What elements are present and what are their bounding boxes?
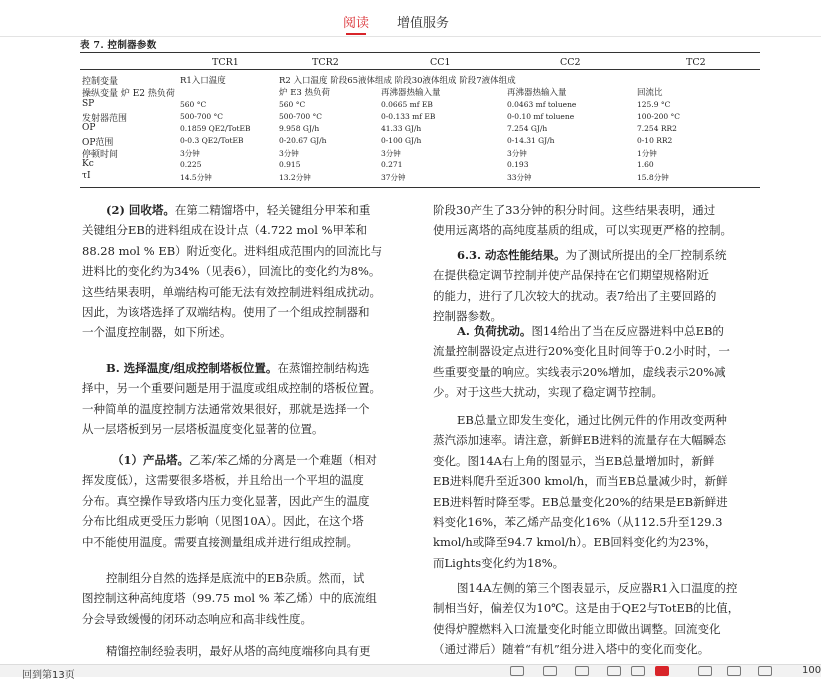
text-line: EB进料爬升至近300 kmol/h，而当EB总量减少时，新鲜 bbox=[433, 474, 728, 489]
table-row bbox=[82, 111, 762, 122]
text-line: 这些结果表明，单端结构可能无法有效控制进料组成扰动。 bbox=[82, 284, 381, 299]
play-icon[interactable] bbox=[655, 666, 669, 676]
table-cell: 0.225 bbox=[180, 160, 202, 169]
text-line: EB总量立即发生变化，通过比例元件的作用改变两种 bbox=[457, 413, 727, 427]
paragraph bbox=[82, 200, 400, 343]
table-cell: 0-0.10 mf toluene bbox=[507, 112, 575, 121]
table-bottom-rule bbox=[80, 187, 760, 188]
document-page bbox=[0, 36, 821, 664]
table-cell: 0-10 RR2 bbox=[637, 136, 673, 145]
bold-heading: (2) 回收塔。 bbox=[106, 203, 175, 217]
bold-heading: B. 选择温度/组成控制塔板位置。 bbox=[106, 361, 278, 375]
table-cell: 0.1859 QE2/TotEB bbox=[180, 124, 251, 133]
bold-heading: （1）产品塔。 bbox=[112, 453, 190, 467]
table-cell: 41.33 GJ/h bbox=[381, 124, 422, 133]
paragraph bbox=[82, 450, 400, 552]
table-row-label: OP范围 bbox=[82, 138, 114, 148]
table-cell: 0.271 bbox=[381, 160, 403, 169]
table-header-cell: TC2 bbox=[686, 57, 706, 68]
zoom-out-icon[interactable] bbox=[758, 666, 772, 676]
table-cell: 560 °C bbox=[279, 100, 306, 109]
text-line: 择中，另一个重要问题是用于温度或组成控制的塔板位置。 bbox=[82, 381, 381, 396]
paragraph bbox=[82, 358, 400, 440]
text-line: 图14A左侧的第三个图表显示，反应器R1入口温度的控 bbox=[457, 581, 738, 595]
text-line: EB进料暂时降至零。EB总量变化20%的结果是EB新鲜进 bbox=[433, 494, 728, 509]
table-header-cell: CC2 bbox=[560, 57, 581, 68]
table-cell: 回流比 bbox=[637, 88, 663, 98]
table-cell: 0-0.3 QE2/TotEB bbox=[180, 136, 244, 145]
paragraph bbox=[433, 321, 751, 403]
text-line: 关键组分EB的进料组成在设计点（4.722 mol %甲苯和 bbox=[82, 223, 368, 238]
text-line: A. 负荷扰动。图14给出了当在反应器进料中总EB的 bbox=[457, 324, 724, 338]
text-line: 而Lights变化约为18%。 bbox=[433, 555, 565, 570]
text-line: B. 选择温度/组成控制塔板位置。在蒸馏控制结构选 bbox=[106, 361, 370, 375]
table-cell: 560 °C bbox=[180, 100, 207, 109]
text-line: 进料比的变化约为34%（见表6），回流比的变化约为8%。 bbox=[82, 264, 381, 279]
text-line: 少。对于这些大扰动，实现了稳定调节控制。 bbox=[433, 385, 663, 400]
text-line: (2) 回收塔。在第二精馏塔中，轻关键组分甲苯和重 bbox=[106, 203, 371, 217]
table-row bbox=[82, 86, 762, 97]
scroll-mode-icon[interactable] bbox=[607, 666, 621, 676]
table-row-label: 控制变量 bbox=[82, 77, 119, 87]
text-line: 一种简单的温度控制方法通常效果很好，那就是选择一个 bbox=[82, 401, 370, 416]
text-line: 挥发度低），这需要很多塔板，并且给出一个平坦的温度 bbox=[82, 473, 364, 488]
table-cell: 3分钟 bbox=[180, 149, 200, 158]
table-row-label: 停顿时间 bbox=[82, 150, 119, 160]
text-line: 分会导致缓慢的闭环动态响应和高非线性度。 bbox=[82, 611, 312, 626]
paragraph bbox=[82, 641, 400, 661]
table-cell: 0-0.133 mf EB bbox=[381, 112, 436, 121]
table-cell: 13.2分钟 bbox=[279, 173, 311, 182]
table-row-label: OP bbox=[82, 123, 96, 133]
text-line: （1）产品塔。乙苯/苯乙烯的分离是一个难题（相对 bbox=[112, 453, 377, 467]
paragraph bbox=[433, 578, 751, 660]
text-line: 阶段30产生了33分钟的积分时间。这些结果表明，通过 bbox=[433, 203, 716, 217]
table-cell: 0-100 GJ/h bbox=[381, 136, 422, 145]
table-cell: 15.8分钟 bbox=[637, 173, 669, 182]
table-cell: 0-14.31 GJ/h bbox=[507, 136, 555, 145]
text-line: 的能力，进行了几次较大的扰动。表7给出了主要回路的 bbox=[433, 288, 717, 303]
bookmark-icon[interactable] bbox=[631, 666, 645, 676]
table-cell: 炉 E3 热负荷 bbox=[279, 88, 331, 98]
text-line: 分布比组成更受压力影响（见图10A）。因此，在这个塔 bbox=[82, 514, 364, 529]
table-cell: 1分钟 bbox=[637, 149, 657, 158]
table-cell: 3分钟 bbox=[279, 149, 299, 158]
text-line: 使用远离塔的高纯度基质的组成，可以实现更严格的控制。 bbox=[433, 223, 732, 238]
table-cell: R1入口温度 bbox=[180, 76, 226, 86]
text-line: kmol/h或降至94.7 kmol/h）。EB回料变化约为23%， bbox=[433, 535, 717, 550]
table-header-cell: TCR2 bbox=[312, 57, 339, 68]
table-cell: 0.0463 mf toluene bbox=[507, 100, 577, 109]
text-line: 88.28 mol % EB）附近变化。进料组成范围内的回流比与 bbox=[82, 243, 383, 258]
paragraph bbox=[433, 245, 751, 327]
text-line: 精馏控制经验表明，最好从塔的高纯度端移向具有更 bbox=[106, 644, 371, 658]
active-tab-indicator bbox=[346, 33, 366, 35]
text-line: 图控制这种高纯度塔（99.75 mol % 苯乙烯）中的底流组 bbox=[82, 591, 377, 606]
table-cell: 125.9 °C bbox=[637, 100, 671, 109]
table-header-cell: TCR1 bbox=[212, 57, 239, 68]
table-row-label: τI bbox=[82, 171, 91, 181]
paragraph bbox=[433, 410, 751, 573]
text-line: 使得炉膛燃料入口流量变化时能立即做出调整。回流变化 bbox=[433, 621, 721, 636]
table-cell: 500-700 °C bbox=[180, 112, 224, 121]
table-cell: 7.254 GJ/h bbox=[507, 124, 548, 133]
bold-heading: A. 负荷扰动。 bbox=[457, 324, 532, 338]
table-row bbox=[82, 159, 762, 170]
text-line: 些重要变量的响应。实线表示20%增加，虚线表示20%减 bbox=[433, 364, 726, 379]
text-line: 在提供稳定调节控制并使产品保持在它们期望规格附近 bbox=[433, 268, 709, 283]
table-header-cell: CC1 bbox=[430, 57, 451, 68]
table-cell: 3分钟 bbox=[507, 149, 527, 158]
table-cell: 0.915 bbox=[279, 160, 301, 169]
text-line: 6.3. 动态性能结果。为了测试所提出的全厂控制系统 bbox=[457, 248, 727, 262]
tab-read[interactable]: 阅读 bbox=[343, 16, 370, 31]
table-cell: 0.193 bbox=[507, 160, 529, 169]
table-row-label: 发射器范围 bbox=[82, 114, 128, 124]
table-cell: 7.254 RR2 bbox=[637, 124, 677, 133]
table-row bbox=[82, 171, 762, 182]
eye-icon[interactable] bbox=[727, 666, 741, 676]
text-line: 控制组分自然的选择是底流中的EB杂质。然而，试 bbox=[106, 571, 365, 585]
fit-width-icon[interactable] bbox=[510, 666, 524, 676]
table-cell: 0.0665 mf EB bbox=[381, 100, 433, 109]
zoom-level[interactable]: 100 bbox=[802, 665, 821, 676]
text-line: 控制器参数。 bbox=[433, 309, 502, 324]
table-cell: 0-20.67 GJ/h bbox=[279, 136, 327, 145]
table-top-rule bbox=[80, 52, 760, 53]
text-line: 料变化16%，苯乙烯产品变化16%（从112.5升至129.3 bbox=[433, 514, 723, 529]
table-title: 表 7. 控制器参数 bbox=[80, 40, 157, 51]
table-cell: 500-700 °C bbox=[279, 112, 323, 121]
paragraph bbox=[433, 200, 751, 241]
text-line: 从一层塔板到另一层塔板温度变化显著的位置。 bbox=[82, 422, 324, 437]
table-cell: 1.60 bbox=[637, 160, 654, 169]
table-cell: R2 入口温度 阶段65液体组成 阶段30液体组成 阶段7液体组成 bbox=[279, 76, 516, 86]
table-cell: 3分钟 bbox=[381, 149, 401, 158]
single-page-icon[interactable] bbox=[543, 666, 557, 676]
table-row bbox=[82, 147, 762, 158]
text-line: 一个温度控制器，如下所述。 bbox=[82, 325, 232, 340]
bold-heading: 6.3. 动态性能结果。 bbox=[457, 248, 566, 262]
paragraph bbox=[82, 568, 400, 629]
table-cell: 9.958 GJ/h bbox=[279, 124, 320, 133]
text-line: 中不能使用温度。需要直接测量组成并进行组成控制。 bbox=[82, 534, 358, 549]
table-cell: 再沸器热输入量 bbox=[381, 88, 441, 98]
bottom-status-bar bbox=[0, 664, 821, 681]
table-row-label: SP bbox=[82, 99, 95, 109]
text-line: 制相当好，偏差仅为10℃。这是由于QE2与TotEB的比值， bbox=[433, 601, 740, 616]
table-row bbox=[82, 99, 762, 110]
table-row-label: Kc bbox=[82, 159, 94, 169]
table-row bbox=[82, 123, 762, 134]
table-cell: 14.5分钟 bbox=[180, 173, 212, 182]
table-cell: 100-200 °C bbox=[637, 112, 681, 121]
text-line: 因此，为该塔选择了双端结构。使用了一个组成控制器和 bbox=[82, 304, 370, 319]
table-row bbox=[82, 74, 762, 85]
read-mode-icon[interactable] bbox=[698, 666, 712, 676]
back-to-page-button[interactable]: 回到第13页 bbox=[22, 670, 75, 681]
tab-value-added-service[interactable]: 增值服务 bbox=[397, 16, 450, 31]
text-line: 流量控制器设定点进行20%变化且时间等于0.2小时时，一 bbox=[433, 344, 730, 359]
table-row-label: 操纵变量 炉 E2 热负荷 bbox=[82, 89, 175, 99]
text-line: （通过滞后）随着“有机”组分进入塔中的变化而变化。 bbox=[433, 642, 710, 657]
table-cell: 再沸器热输入量 bbox=[507, 88, 567, 98]
text-line: 分布。真空操作导致塔内压力变化显著，因此产生的温度 bbox=[82, 493, 370, 508]
table-header-rule bbox=[80, 69, 760, 70]
table-cell: 37分钟 bbox=[381, 173, 406, 182]
top-toolbar bbox=[0, 0, 821, 37]
table-cell: 33分钟 bbox=[507, 173, 532, 182]
text-line: 蒸汽添加速率。请注意，新鲜EB进料的流量存在大幅瞬态 bbox=[433, 433, 726, 448]
table-row bbox=[82, 135, 762, 146]
double-page-icon[interactable] bbox=[575, 666, 589, 676]
text-line: 变化。图14A右上角的图显示，当EB总量增加时，新鲜 bbox=[433, 453, 715, 468]
